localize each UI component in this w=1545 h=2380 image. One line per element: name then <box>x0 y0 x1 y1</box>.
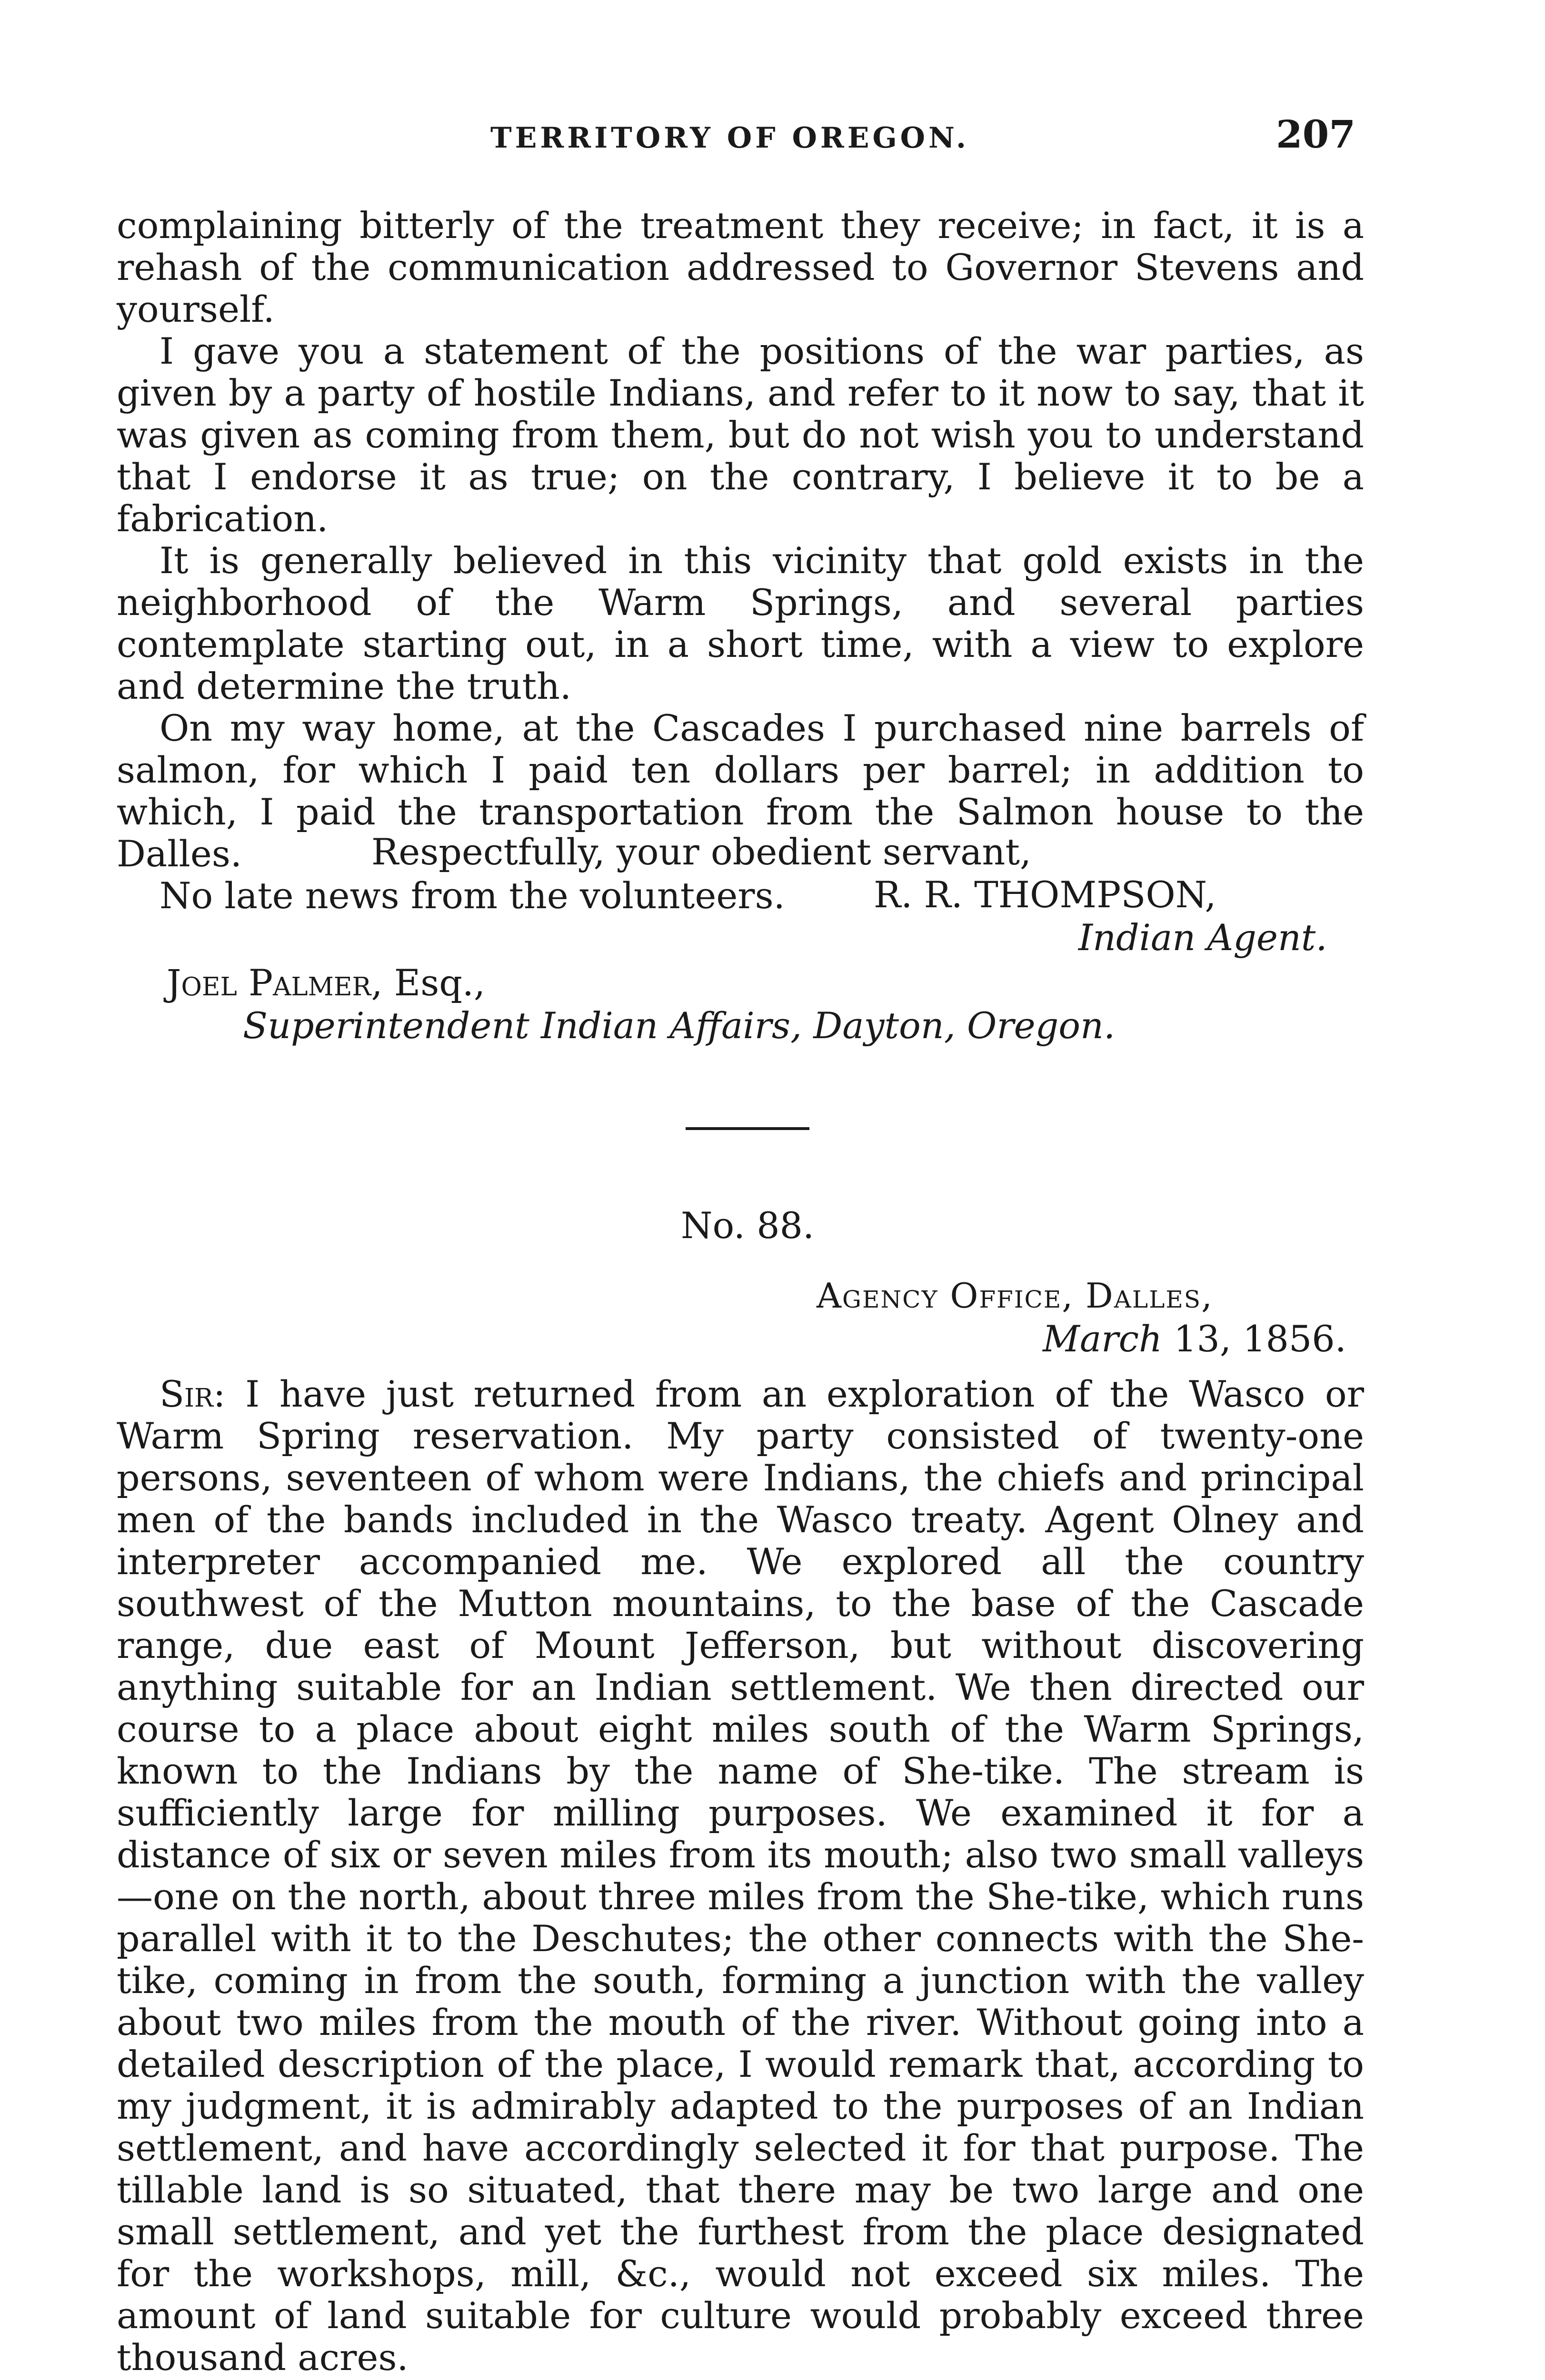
addressee-title: Superintendent Indian Affairs, Dayton, Oregon. <box>243 1004 1116 1047</box>
letter-closing: Respectfully, your obedient servant, <box>371 831 1032 873</box>
addressee-suffix: , Esq., <box>371 962 486 1004</box>
paragraph-4: On my way home, at the Cascades I purchased nine barrels of salmon, for which I paid ten dollars per barrel; in addition to which, I paid the transportation from the Salmon house to the Dalles. <box>117 707 1364 875</box>
paragraph-3: It is generally believed in this vicinity that gold exists in the neighborhood of the Warm Springs, and several parties contemplate starting out, in a short time, with a view to explore and determine the truth. <box>117 539 1364 707</box>
addressee-name: Joel Palmer <box>167 962 371 1004</box>
document-number: No. 88. <box>681 1204 815 1247</box>
paragraph-5: No late news from the volunteers. <box>159 874 785 917</box>
letter-1-body <box>117 205 1364 917</box>
dateline-place: Agency Office, Dalles, <box>817 1276 1213 1316</box>
paragraph-2: I gave you a statement of the positions of the war parties, as given by a party of hostile Indians, and refer to it now to say, that it was given as coming from them, but do not wish you to understand that I endorse it as true; on the contrary, I believe it to be a fabrication. <box>117 330 1364 540</box>
dateline-date <box>1043 1318 1346 1360</box>
running-head: TERRITORY OF OREGON. <box>490 121 969 155</box>
paragraph-1: complaining bitterly of the treatment they receive; in fact, it is a rehash of the communication addressed to Governor Stevens and yourself. <box>117 204 1364 330</box>
signature-title: Indian Agent. <box>1078 916 1327 959</box>
addressee <box>167 962 485 1004</box>
section-divider <box>686 1127 809 1130</box>
letter-2-paragraph <box>117 1373 1364 2379</box>
letter-2-body <box>117 1373 1364 2379</box>
dateline-day-year: 13, 1856. <box>1162 1318 1346 1360</box>
salutation: Sir: <box>159 1373 226 1415</box>
page-number: 207 <box>1276 112 1356 157</box>
signature: R. R. THOMPSON, <box>874 873 1216 916</box>
letter-2-text: I have just returned from an exploration of the Wasco or Warm Spring reservation. My party consisted of twenty-one persons, seventeen of whom were Indians, the chiefs and principal men of the bands included in the Wasco treaty. Agent Olney and interpreter accompanied me. We explored all the country southwest of the Mutton mountains, to the base of the Cascade range, due east of Mount Jefferson, but without discovering anything suitable for an Indian settlement. We then directed our course to a place about eight miles south of the Warm Springs, known to the Indians by the name of She-tike. The stream is sufficiently large for milling purposes. We examined it for a distance of six or seven miles from its mouth; also two small valleys—one on the north, about three miles from the She-tike, which runs parallel with it to the Deschutes; the other connects with the She-tike, coming in from the south, forming a junction with the valley about two miles from the mouth of the river. Without going into a detailed description of the place, I would remark that, according to my judgment, it is admirably adapted to the purposes of an Indian settlement, and have accordingly selected it for that purpose. The tillable land is so situated, that there may be two large and one small settlement, and yet the furthest from the place designated for the workshops, mill, &c., would not exceed six miles. The amount of land suitable for culture would probably exceed three thousand acres. <box>117 1373 1364 2379</box>
dateline-month: March <box>1043 1318 1162 1360</box>
